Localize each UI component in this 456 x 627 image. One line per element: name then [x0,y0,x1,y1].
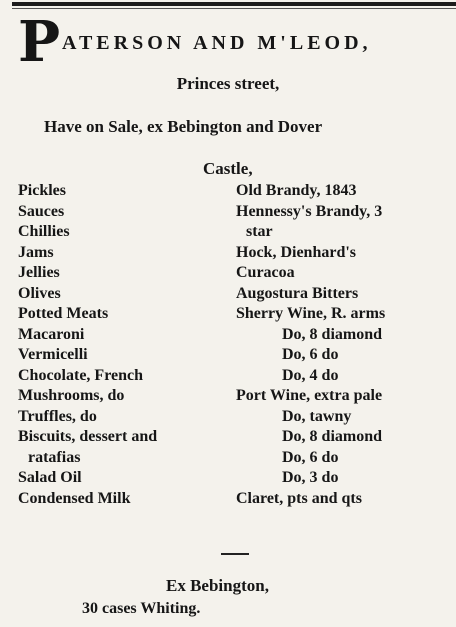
list-item: Jellies [18,264,60,281]
list-item: star [246,223,273,240]
list-item: Hock, Dienhard's [236,243,357,261]
list-item: Old Brandy, 1843 [236,182,357,199]
castle-line: Castle, [203,159,253,178]
list-item: Curacoa [236,264,295,281]
list-item: Sherry Wine, R. arms [236,305,386,322]
list-item: Port Wine, extra pale [236,387,383,404]
advert-title [18,9,456,75]
list-item: Augostura Bitters [236,284,359,302]
list-item: Do, tawny [282,407,352,425]
list-item: Claret, pts and qts [236,489,362,507]
list-item: Condensed Milk [18,489,131,507]
title-drop-cap: P [18,9,61,75]
list-item: Do, 6 do [282,448,339,466]
list-item: Macaroni [18,325,85,343]
list-item: Pickles [18,182,66,199]
left-column [18,181,157,509]
list-item: Mushrooms, do [18,387,125,404]
right-column [236,181,385,509]
top-rule [12,2,456,6]
list-item: Sauces [18,202,65,220]
list-item: Do, 8 diamond [282,325,383,343]
ex-bebington-line: Ex Bebington, [166,576,269,595]
whiting-line: 30 cases Whiting. [82,600,201,617]
list-item: Do, 3 do [282,469,339,486]
list-item: Do, 8 diamond [282,428,383,445]
list-item: Chillies [18,223,70,240]
list-item: Do, 6 do [282,346,339,363]
address-line: Princes street, [176,74,280,93]
list-item: Jams [18,243,54,261]
list-item: Do, 4 do [282,366,339,384]
title-text: ATERSON AND M'LEOD, [62,32,372,54]
list-item: Truffles, do [18,407,97,425]
list-item: Salad Oil [18,469,82,486]
list-item: Olives [18,284,61,302]
list-item: Biscuits, dessert and [18,428,158,445]
list-item: Potted Meats [18,305,109,322]
top-rule-thin [12,8,456,9]
list-item: ratafias [28,448,81,466]
sale-line: Have on Sale, ex Bebington and Dover [44,117,323,136]
list-item: Hennessy's Brandy, 3 [236,202,383,220]
list-item: Chocolate, French [18,366,144,384]
divider-rule [221,553,249,555]
list-item: Vermicelli [18,346,88,363]
